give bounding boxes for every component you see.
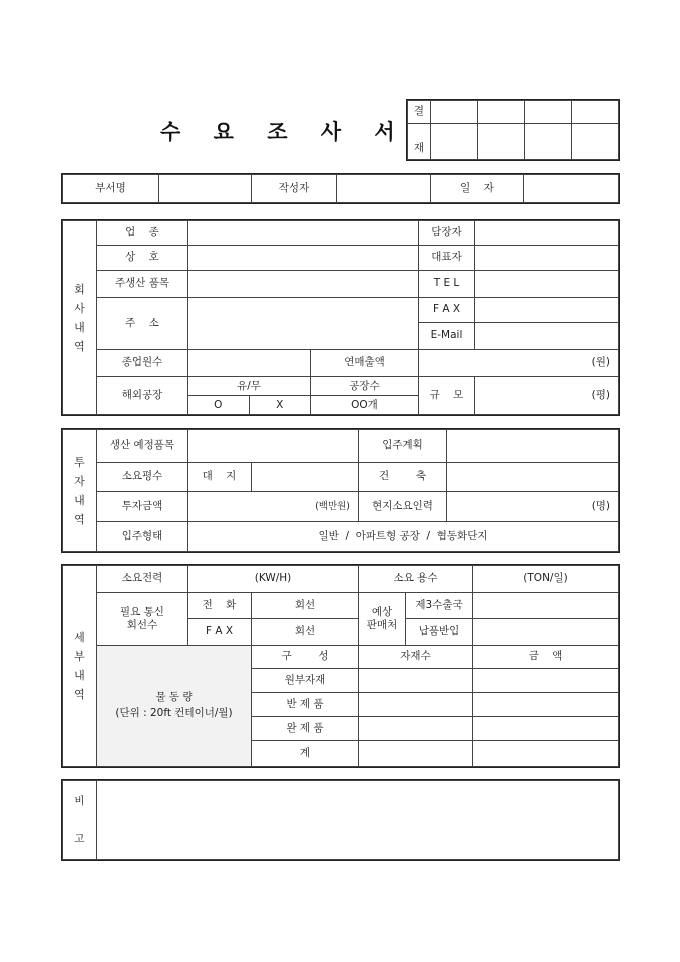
finished-count[interactable]: [359, 717, 473, 741]
scale-field[interactable]: [475, 377, 619, 415]
industry-field[interactable]: [188, 221, 419, 246]
approval-cell[interactable]: [572, 101, 619, 124]
composition-header: 구 성: [252, 646, 359, 669]
water-unit: (TON/일): [523, 572, 568, 585]
trade-name-field[interactable]: [188, 246, 419, 271]
date-label: 일 자: [431, 175, 524, 203]
local-workforce-field[interactable]: [447, 492, 619, 522]
page-title: 수 요 조 사 서: [160, 120, 408, 144]
planned-products-label: 생산 예정품목: [97, 430, 188, 463]
domestic-label: 납품반입: [406, 619, 473, 646]
semi-products-label: 반 제 품: [252, 693, 359, 717]
local-workforce-label: 현지소요인력: [359, 492, 447, 522]
scale-unit: (평): [591, 388, 610, 401]
address-label: 주 소: [97, 298, 188, 350]
fax-field[interactable]: [475, 298, 619, 323]
total-amount[interactable]: [473, 741, 619, 767]
employees-field[interactable]: [188, 350, 311, 377]
employees-label: 종업원수: [97, 350, 188, 377]
company-table: [62, 220, 619, 415]
comm-lines-label: 필요 통신 회선수: [97, 593, 188, 646]
total-count[interactable]: [359, 741, 473, 767]
expected-sales-label: 예상 판매처: [359, 593, 406, 646]
move-in-type-field[interactable]: 일반 / 아파트형 공장 / 협동화단지: [188, 522, 619, 552]
writer-label: 작성자: [252, 175, 337, 203]
products-label: 주생산 품목: [97, 271, 188, 298]
raw-materials-label: 원부자재: [252, 669, 359, 693]
building-label: 건 축: [359, 463, 447, 492]
overseas-yes-no: [188, 377, 311, 415]
workforce-unit: (명): [591, 499, 611, 512]
export-field[interactable]: [473, 593, 619, 619]
fax-lines-label: F A X: [188, 619, 252, 646]
fax-label: F A X: [419, 298, 475, 323]
remarks-field[interactable]: [97, 781, 619, 860]
land-label: 대 지: [188, 463, 252, 492]
phone-lines-field[interactable]: [252, 593, 359, 619]
factory-count-value[interactable]: OO개: [351, 399, 378, 411]
move-in-type-label: 입주형태: [97, 522, 188, 552]
header-table: [62, 174, 619, 203]
remarks-label: 비 고: [63, 781, 97, 860]
approval-cell[interactable]: [431, 101, 478, 124]
factory-count: [311, 377, 419, 415]
domestic-field[interactable]: [473, 619, 619, 646]
scale-label: 규 모: [419, 377, 475, 415]
approval-sign-cell[interactable]: [431, 124, 478, 160]
amount-header: 금 액: [473, 646, 619, 669]
manager-label: 담장자: [419, 221, 475, 246]
won-unit: (원): [591, 356, 610, 369]
email-field[interactable]: [475, 323, 619, 350]
tel-label: T E L: [419, 271, 475, 298]
ceo-field[interactable]: [475, 246, 619, 271]
overseas-label: 해외공장: [97, 377, 188, 415]
semi-products-count[interactable]: [359, 693, 473, 717]
ceo-label: 대표자: [419, 246, 475, 271]
factory-count-label: 공장수: [311, 377, 418, 396]
approval-cell[interactable]: [478, 101, 525, 124]
raw-materials-count[interactable]: [359, 669, 473, 693]
raw-materials-amount[interactable]: [473, 669, 619, 693]
approval-sign-cell[interactable]: [572, 124, 619, 160]
yes-option[interactable]: O: [188, 396, 250, 414]
building-field[interactable]: [447, 463, 619, 492]
industry-label: 업 종: [97, 221, 188, 246]
manager-field[interactable]: [475, 221, 619, 246]
approval-sign-cell[interactable]: [478, 124, 525, 160]
approval-table: [407, 100, 619, 160]
address-field[interactable]: [188, 298, 419, 350]
approval-sign-cell[interactable]: [525, 124, 572, 160]
approval-label: 재: [408, 124, 431, 160]
amount-unit: (백만원): [315, 500, 351, 512]
power-unit: (KW/H): [254, 572, 292, 585]
water-label: 소요 용수: [359, 566, 473, 593]
power-field[interactable]: [188, 566, 359, 593]
approval-cell[interactable]: [525, 101, 572, 124]
land-field[interactable]: [252, 463, 359, 492]
tel-field[interactable]: [475, 271, 619, 298]
phone-line-unit: 회선: [294, 598, 316, 611]
company-section-label: 회 사 내 역: [63, 221, 97, 415]
writer-field[interactable]: [337, 175, 431, 203]
logistics-label: 물 동 량 (단위 : 20ft 컨테이너/월): [97, 646, 252, 767]
fax-line-unit: 회선: [294, 625, 316, 638]
approval-label: 결: [408, 101, 431, 124]
trade-name-label: 상 호: [97, 246, 188, 271]
power-label: 소요전력: [97, 566, 188, 593]
required-area-label: 소요평수: [97, 463, 188, 492]
finished-amount[interactable]: [473, 717, 619, 741]
move-in-plan-field[interactable]: [447, 430, 619, 463]
semi-products-amount[interactable]: [473, 693, 619, 717]
annual-sales-field[interactable]: [419, 350, 619, 377]
no-option[interactable]: X: [276, 399, 284, 411]
export-label: 제3수출국: [406, 593, 473, 619]
phone-label: 전 화: [188, 593, 252, 619]
planned-products-field[interactable]: [188, 430, 359, 463]
investment-table: [62, 429, 619, 552]
fax-lines-field[interactable]: [252, 619, 359, 646]
dept-field[interactable]: [159, 175, 252, 203]
remarks-table: [62, 780, 619, 860]
investment-section-label: 투 자 내 역: [63, 430, 97, 552]
dept-label: 부서명: [63, 175, 159, 203]
amount-label: 투자금액: [97, 492, 188, 522]
amount-field[interactable]: [188, 492, 359, 522]
details-table: [62, 565, 619, 767]
date-field[interactable]: [524, 175, 619, 203]
material-count-header: 자재수: [359, 646, 473, 669]
move-in-plan-label: 입주계획: [359, 430, 447, 463]
total-label: 계: [252, 741, 359, 767]
water-field[interactable]: [473, 566, 619, 593]
details-section-label: 세 부 내 역: [63, 566, 97, 767]
yes-no-label: 유/무: [188, 377, 310, 396]
finished-label: 완 제 품: [252, 717, 359, 741]
annual-sales-label: 연매출액: [311, 350, 419, 377]
email-label: E-Mail: [419, 323, 475, 350]
products-field[interactable]: [188, 271, 419, 298]
